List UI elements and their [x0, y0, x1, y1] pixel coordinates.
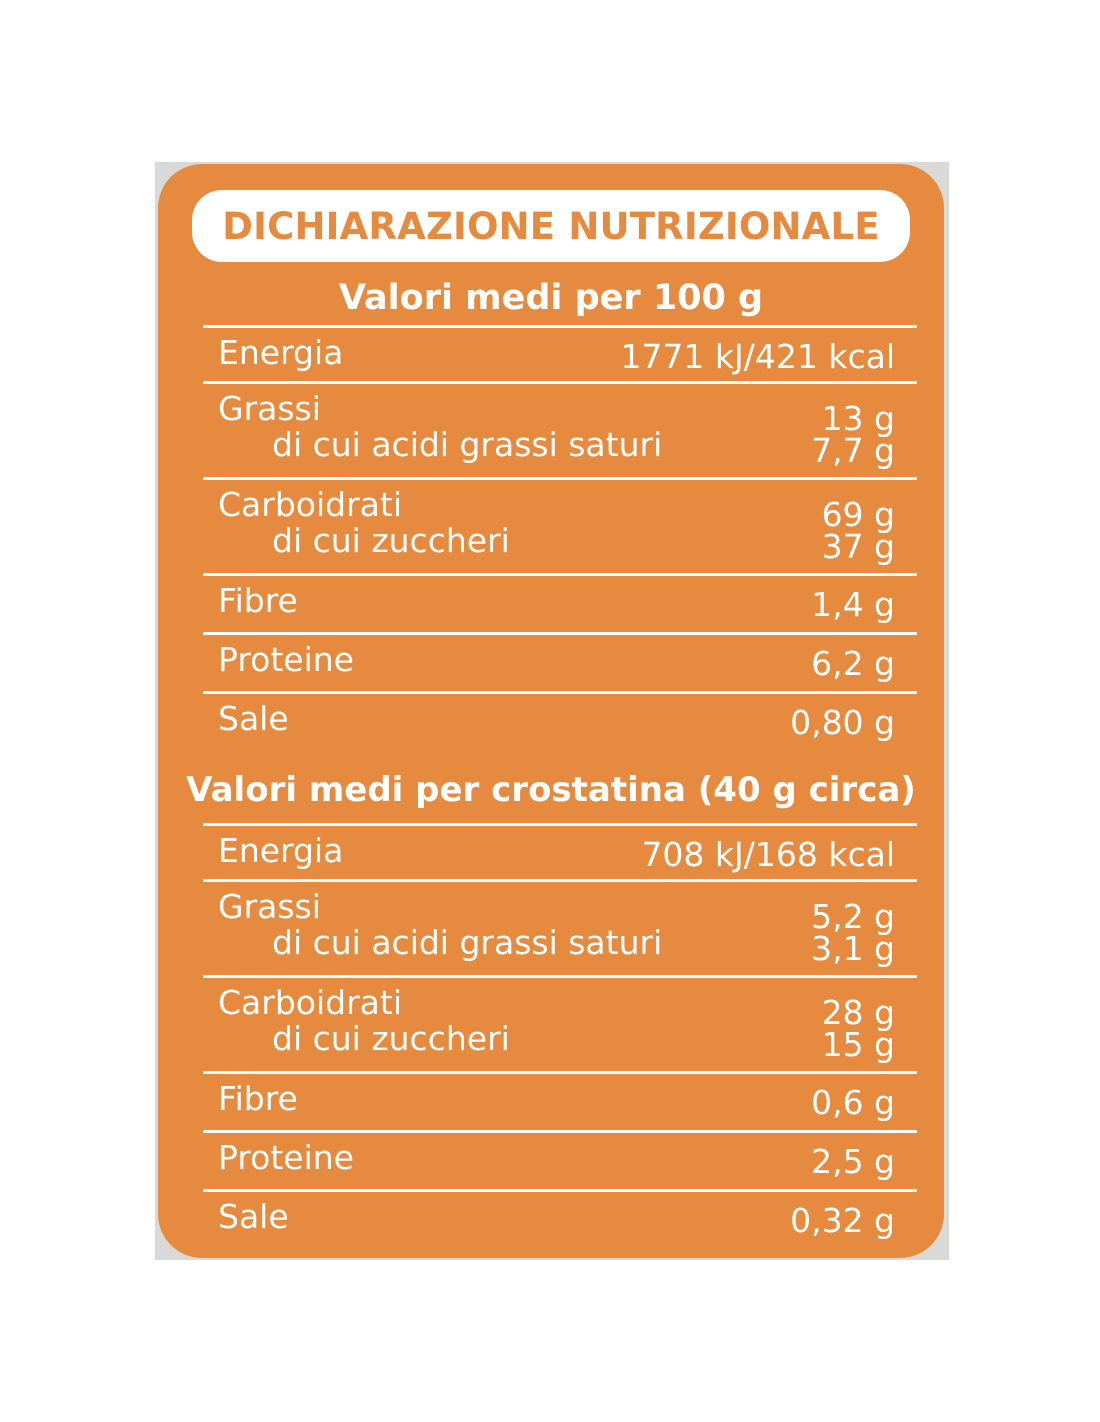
nutrient-sub-value: 7,7 g [811, 431, 895, 470]
nutrient-sub-label: di cui acidi grassi saturi [272, 425, 663, 464]
nutrient-label: Proteine [218, 640, 354, 679]
table-row-carboidrati [203, 975, 917, 1071]
table-row-fibre [203, 1071, 917, 1130]
nutrient-value: 69 g [821, 495, 895, 534]
nutrient-sub-label: di cui zuccheri [272, 521, 510, 560]
table-row-grassi [203, 879, 917, 975]
nutrient-value: 5,2 g [811, 897, 895, 936]
nutrient-label: Energia [218, 333, 344, 372]
section-heading-portion: Valori medi per crostatina (40 g circa) [186, 770, 916, 810]
nutrition-table-portion [203, 823, 917, 1248]
table-row-energia [203, 325, 917, 381]
nutrient-label: Grassi [218, 887, 321, 926]
title-banner [192, 190, 910, 262]
nutrient-value: 2,5 g [811, 1142, 895, 1181]
nutrient-label: Fibre [218, 1079, 298, 1118]
table-row-fibre [203, 573, 917, 632]
table-row-energia [203, 823, 917, 879]
nutrient-sub-label: di cui acidi grassi saturi [272, 923, 663, 962]
nutrient-value: 0,32 g [790, 1201, 895, 1240]
nutrient-sub-value: 37 g [821, 527, 895, 566]
nutrient-value: 13 g [821, 399, 895, 438]
nutrient-value: 6,2 g [811, 644, 895, 683]
nutrient-sub-label: di cui zuccheri [272, 1019, 510, 1058]
table-row-carboidrati [203, 477, 917, 573]
table-row-proteine [203, 632, 917, 691]
table-row-grassi [203, 381, 917, 477]
nutrient-label: Energia [218, 831, 344, 870]
nutrient-value: 1,4 g [811, 585, 895, 624]
nutrient-sub-value: 3,1 g [811, 929, 895, 968]
table-row-sale [203, 1189, 917, 1248]
nutrient-label: Sale [218, 1197, 289, 1236]
table-row-proteine [203, 1130, 917, 1189]
nutrient-sub-value: 15 g [821, 1025, 895, 1064]
nutrient-label: Sale [218, 699, 289, 738]
nutrient-label: Proteine [218, 1138, 354, 1177]
nutrient-value: 1771 kJ/421 kcal [620, 337, 895, 376]
nutrient-value: 0,6 g [811, 1083, 895, 1122]
nutrient-label: Fibre [218, 581, 298, 620]
nutrient-value: 0,80 g [790, 703, 895, 742]
nutrient-label: Carboidrati [218, 983, 402, 1022]
label-title: DICHIARAZIONE NUTRIZIONALE [222, 204, 880, 248]
nutrient-label: Grassi [218, 389, 321, 428]
table-row-sale [203, 691, 917, 750]
section-heading-100g: Valori medi per 100 g [338, 278, 764, 318]
nutrient-value: 28 g [821, 993, 895, 1032]
nutrient-value: 708 kJ/168 kcal [641, 835, 895, 874]
nutrition-table-100g [203, 325, 917, 750]
nutrition-label [158, 164, 944, 1258]
nutrient-label: Carboidrati [218, 485, 402, 524]
